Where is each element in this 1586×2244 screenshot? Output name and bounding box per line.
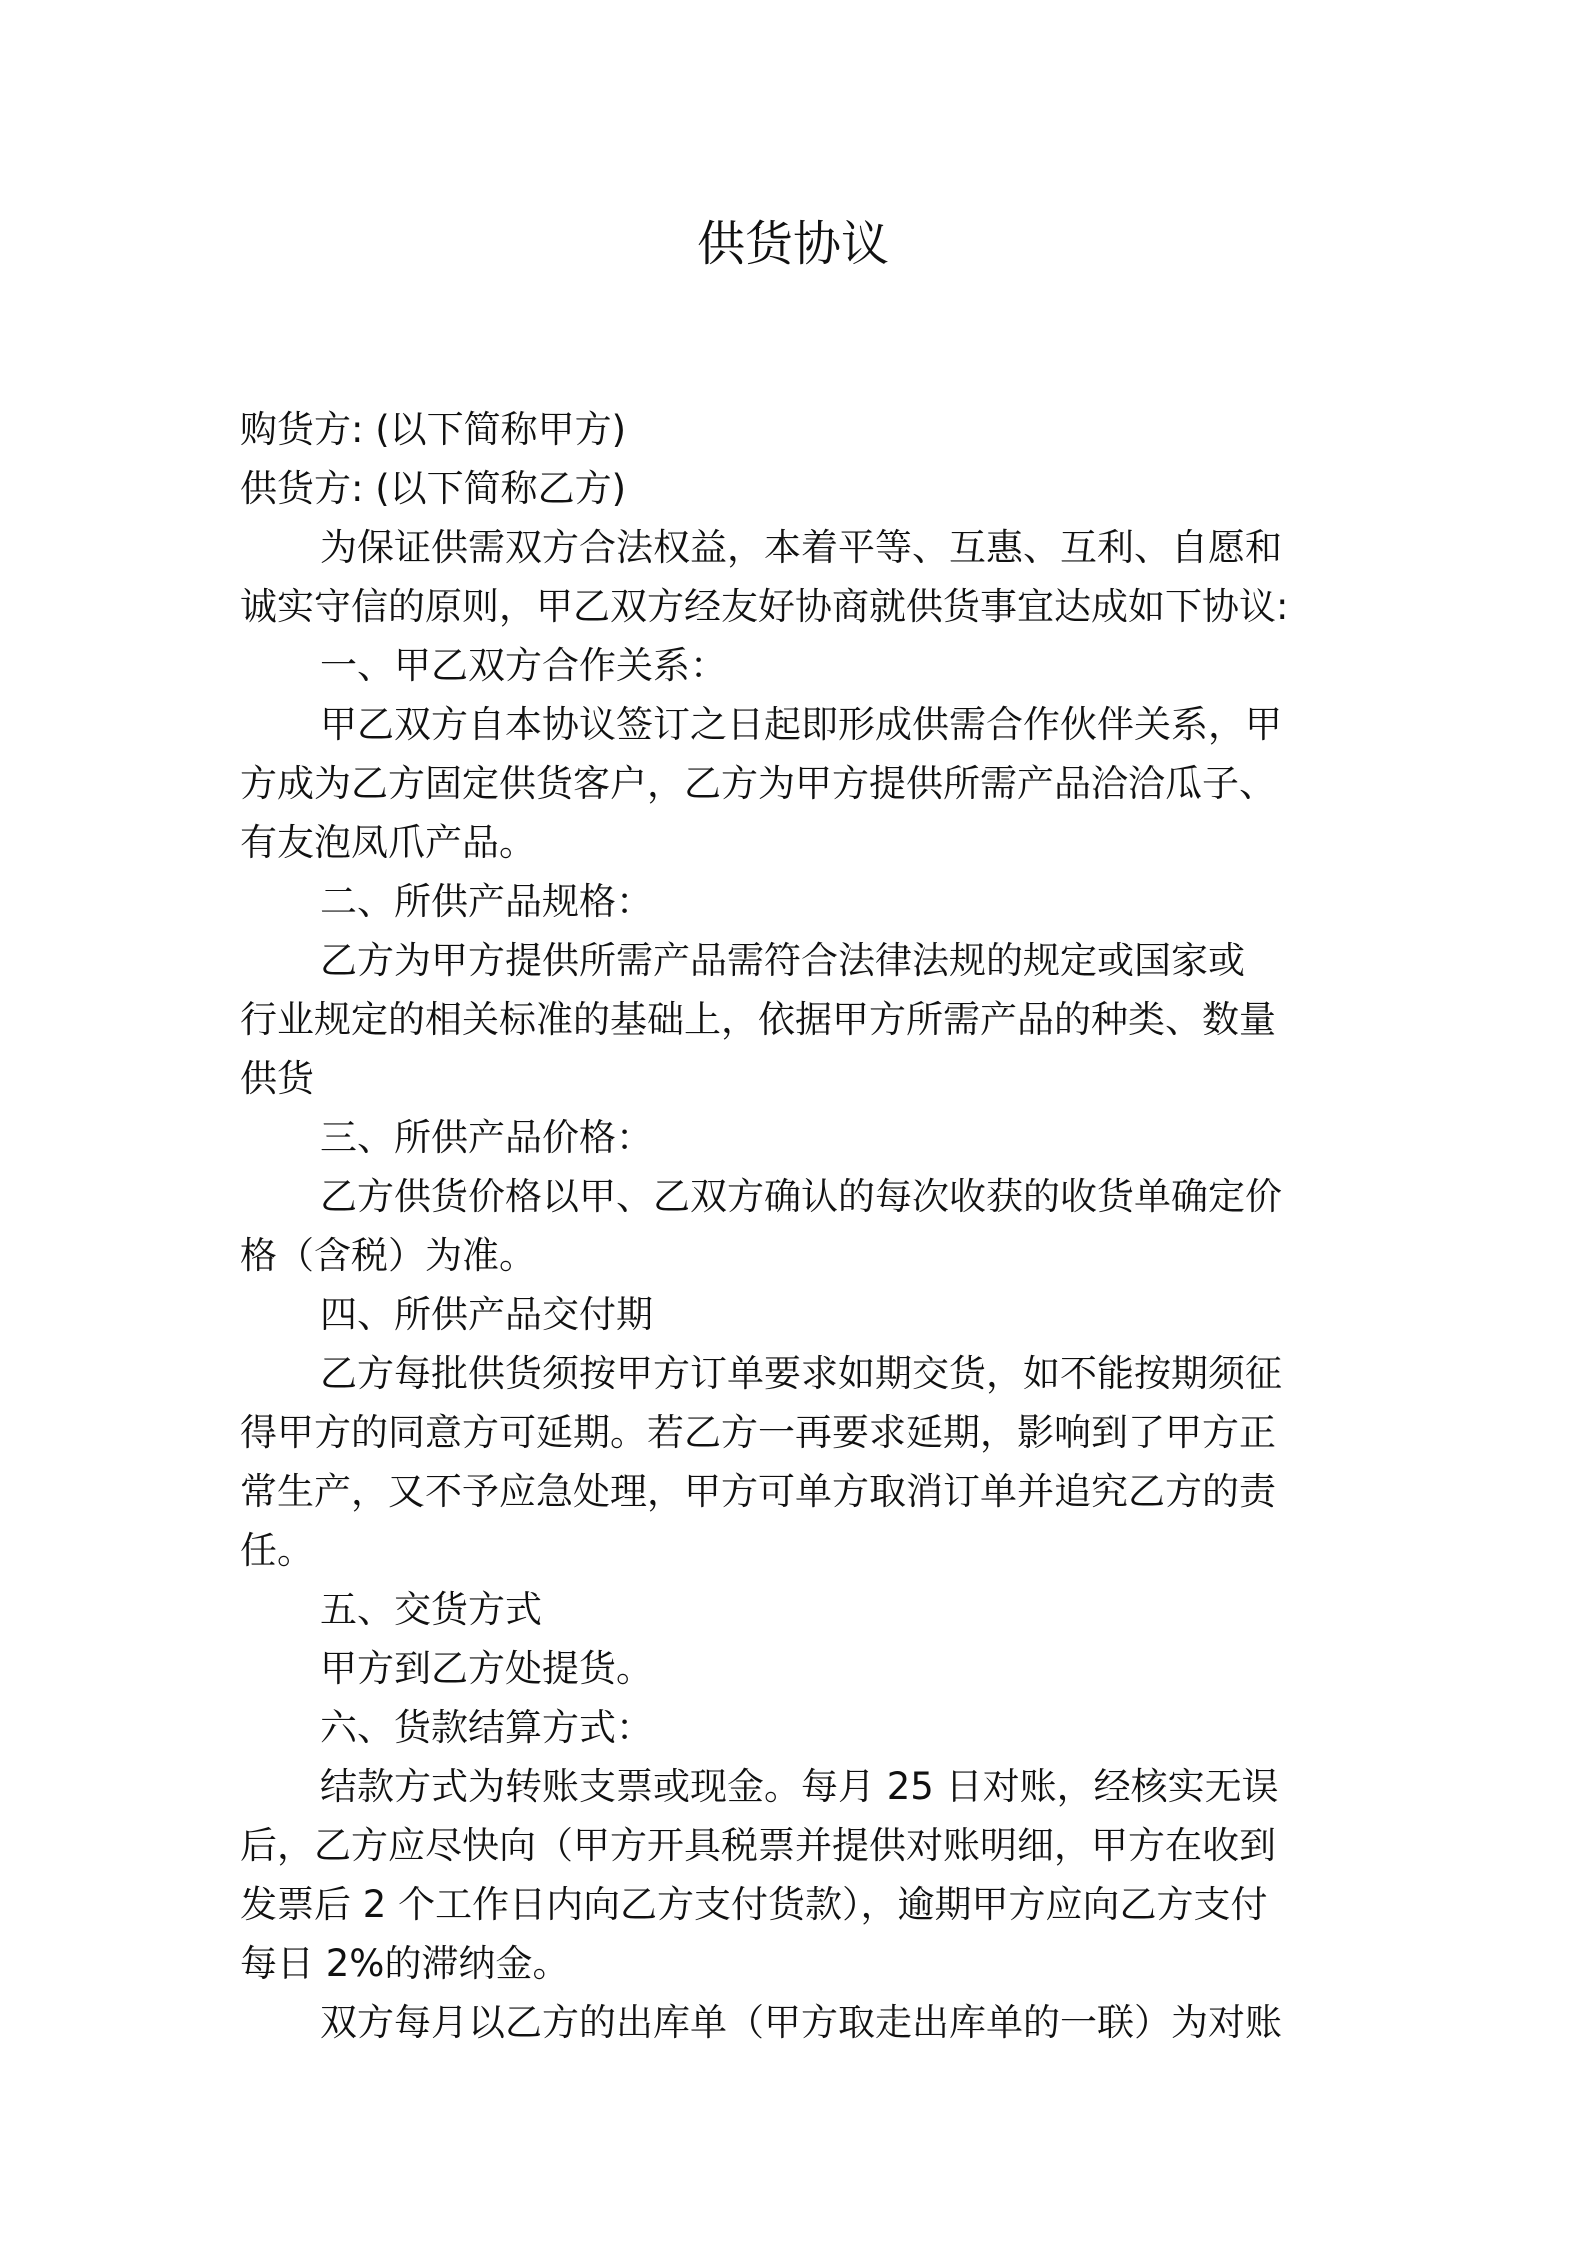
document-line: 购货方: (以下简称甲方) [240,408,627,451]
document-line: 甲乙双方自本协议签订之日起即形成供需合作伙伴关系，甲 [320,703,1282,746]
document-line: 一、甲乙双方合作关系： [320,644,727,687]
document-line: 行业规定的相关标准的基础上，依据甲方所需产品的种类、数量 [240,998,1276,1041]
document-line: 常生产，又不予应急处理，甲方可单方取消订单并追究乙方的责 [240,1470,1276,1513]
document-line: 乙方为甲方提供所需产品需符合法律法规的规定或国家或 [320,939,1245,982]
document-title: 供货协议 [696,216,889,272]
document-line: 方成为乙方固定供货客户，乙方为甲方提供所需产品洽洽瓜子、 [240,762,1276,805]
document-line: 乙方供货价格以甲、乙双方确认的每次收获的收货单确定价 [320,1175,1282,1218]
document-line: 任。 [240,1529,314,1572]
document-line: 甲方到乙方处提货。 [320,1647,653,1690]
document-line: 发票后 2 个工作日内向乙方支付货款），逾期甲方应向乙方支付 [240,1883,1268,1926]
document-line: 供货 [240,1057,314,1100]
document-line: 结款方式为转账支票或现金。每月 25 日对账，经核实无误 [320,1765,1279,1808]
document-line: 供货方: (以下简称乙方) [240,467,627,510]
document-line: 每日 2%的滞纳金。 [240,1942,570,1985]
document-line: 三、所供产品价格： [320,1116,653,1159]
document-body [240,400,1350,2052]
document-line: 四、所供产品交付期 [320,1293,653,1336]
document-line: 二、所供产品规格： [320,880,653,923]
document-line: 诚实守信的原则，甲乙双方经友好协商就供货事宜达成如下协议: [240,585,1289,628]
document-line: 双方每月以乙方的出库单（甲方取走出库单的一联）为对账 [320,2001,1282,2044]
document-line: 得甲方的同意方可延期。若乙方一再要求延期，影响到了甲方正 [240,1411,1276,1454]
document-line: 五、交货方式 [320,1588,542,1631]
document-line: 后，乙方应尽快向（甲方开具税票并提供对账明细，甲方在收到 [240,1824,1276,1867]
document-line: 格（含税）为准。 [240,1234,536,1277]
document-line: 有友泡凤爪产品。 [240,821,536,864]
document-line: 乙方每批供货须按甲方订单要求如期交货，如不能按期须征 [320,1352,1282,1395]
document-line: 为保证供需双方合法权益，本着平等、互惠、互利、自愿和 [320,526,1282,569]
document-line: 六、货款结算方式： [320,1706,653,1749]
